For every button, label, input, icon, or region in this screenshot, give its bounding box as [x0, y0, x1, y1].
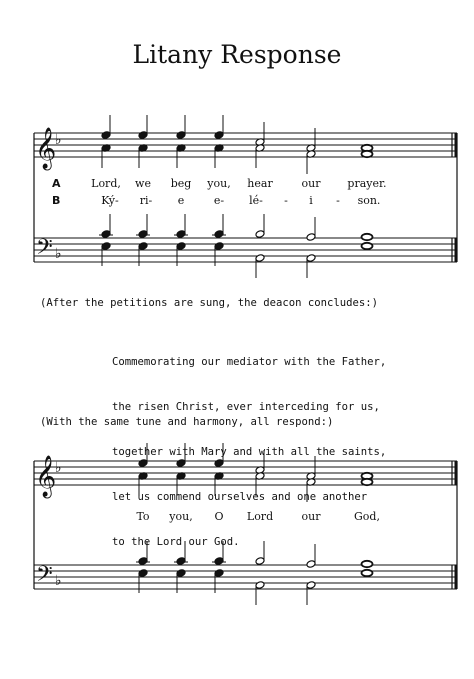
bass-note	[306, 581, 316, 590]
tenor-note	[101, 230, 111, 239]
lyric-2-2: you,	[169, 510, 193, 523]
tenor-note	[176, 230, 186, 239]
key-signature-flat: ♭	[55, 460, 62, 476]
final-barline	[455, 565, 458, 589]
key-signature-flat: ♭	[55, 132, 62, 148]
instruction-all-respond: (With the same tune and harmony, all respond:)	[40, 416, 334, 428]
verse-line: let us commend ourselves and one another	[112, 491, 368, 503]
tenor-note	[138, 230, 148, 239]
lyric-2-3: O	[214, 510, 224, 523]
bass-clef: 𝄢	[36, 235, 53, 265]
lyric-b-7: i	[309, 194, 313, 207]
lyric-a-3: beg	[170, 177, 192, 190]
lyric-2-4: Lord	[246, 510, 274, 523]
bass-note	[255, 581, 265, 590]
final-barline	[455, 461, 458, 485]
key-signature-flat: ♭	[55, 246, 62, 262]
verse-line: the risen Christ, ever interceding for us,	[112, 401, 380, 413]
final-barline	[455, 238, 458, 262]
treble-clef: 𝄞	[35, 456, 57, 497]
lyric-2-5: our	[301, 510, 321, 523]
row-label-b: B	[52, 194, 61, 207]
verse-line: to the Lord our God.	[112, 536, 240, 548]
soprano-note	[101, 131, 111, 140]
row-label-a: A	[52, 177, 61, 190]
lyric-b-9: son.	[357, 194, 381, 207]
soprano-note	[138, 131, 148, 140]
lyric-b-1: Ký-	[101, 194, 119, 207]
lyric-b-8: -	[336, 194, 340, 207]
soprano-note	[176, 131, 186, 140]
tenor-note	[214, 230, 224, 239]
lyric-a-2: we	[135, 177, 151, 190]
final-barline	[455, 133, 458, 157]
soprano-note	[214, 131, 224, 140]
lyric-2-6: God,	[354, 510, 380, 523]
bass-note	[101, 242, 111, 251]
lyric-b-3: e	[177, 194, 185, 207]
instruction-deacon: (After the petitions are sung, the deacon concludes:)	[40, 297, 379, 309]
whole-note	[362, 151, 373, 157]
lyric-a-1: Lord,	[91, 177, 121, 190]
tenor-note	[306, 233, 316, 242]
lyric-a-6: our	[301, 177, 321, 190]
bass-note	[138, 242, 148, 251]
lyric-a-5: hear	[247, 177, 273, 190]
lyric-a-7: prayer.	[347, 177, 387, 190]
lyric-b-6: -	[284, 194, 288, 207]
bass-clef: 𝄢	[36, 562, 53, 592]
page-title: Litany Response	[132, 40, 342, 69]
bass-note	[255, 254, 265, 263]
key-signature-flat: ♭	[55, 573, 62, 589]
whole-note	[362, 243, 373, 249]
lyric-b-5: lé-	[249, 194, 263, 207]
verse-line: together with Mary and with all the saints,	[112, 446, 387, 458]
deacon-verse	[112, 325, 386, 580]
whole-note	[362, 234, 373, 240]
bass-note	[214, 242, 224, 251]
tenor-note	[255, 230, 265, 239]
treble-clef: 𝄞	[35, 128, 57, 169]
bass-note	[176, 242, 186, 251]
lyric-b-2: ri-	[139, 194, 153, 207]
lyric-2-1: To	[136, 510, 150, 523]
verse-line: Commemorating our mediator with the Father,	[112, 356, 387, 368]
lyric-a-4: you,	[207, 177, 231, 190]
lyric-b-4: e-	[213, 194, 225, 207]
bass-note	[306, 254, 316, 263]
